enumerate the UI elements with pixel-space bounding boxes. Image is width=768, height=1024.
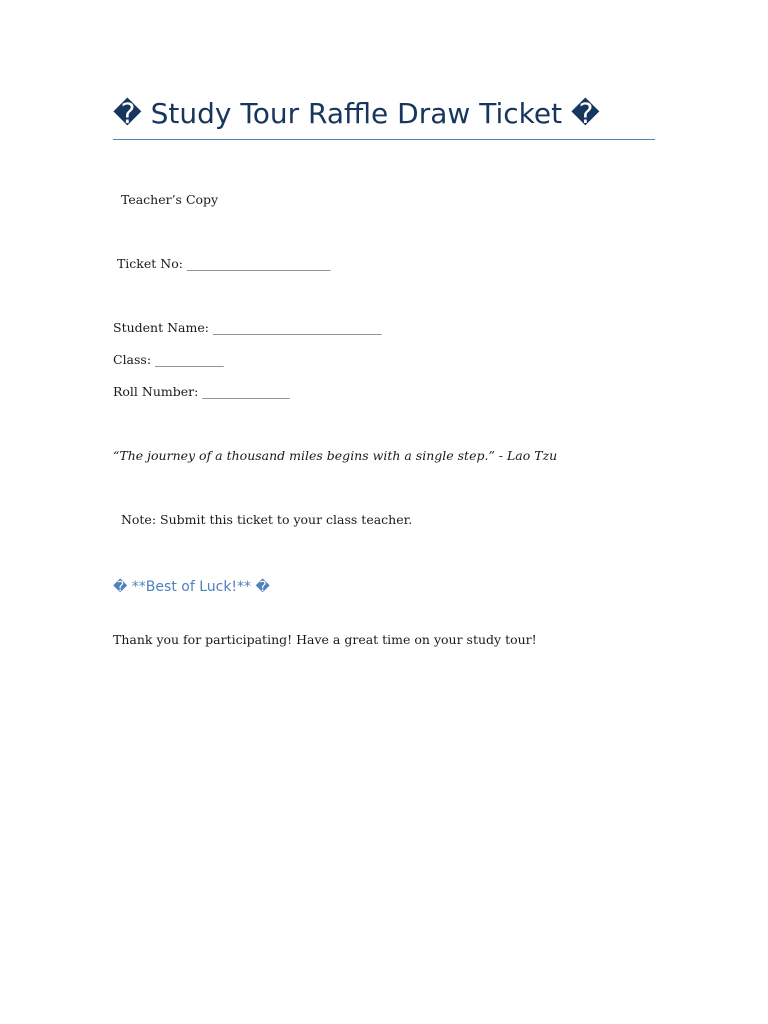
submission-note: Note: Submit this ticket to your class teacher. [113,512,413,527]
copy-label: Teacher’s Copy [113,192,219,207]
roll-number-field: Roll Number: ______________ [113,384,290,399]
best-of-luck-heading: � **Best of Luck!** � [113,579,270,595]
ticket-number-field: Ticket No: _______________________ [113,256,331,271]
document-title: � Study Tour Raffle Draw Ticket � [113,97,600,130]
class-field: Class: ___________ [113,352,224,367]
quote-text: “The journey of a thousand miles begins with a single step.” - Lao Tzu [113,448,558,463]
student-name-field: Student Name: ___________________________ [113,320,382,335]
thank-you-text: Thank you for participating! Have a great time on your study tour! [113,632,537,647]
title-underline [113,139,655,140]
